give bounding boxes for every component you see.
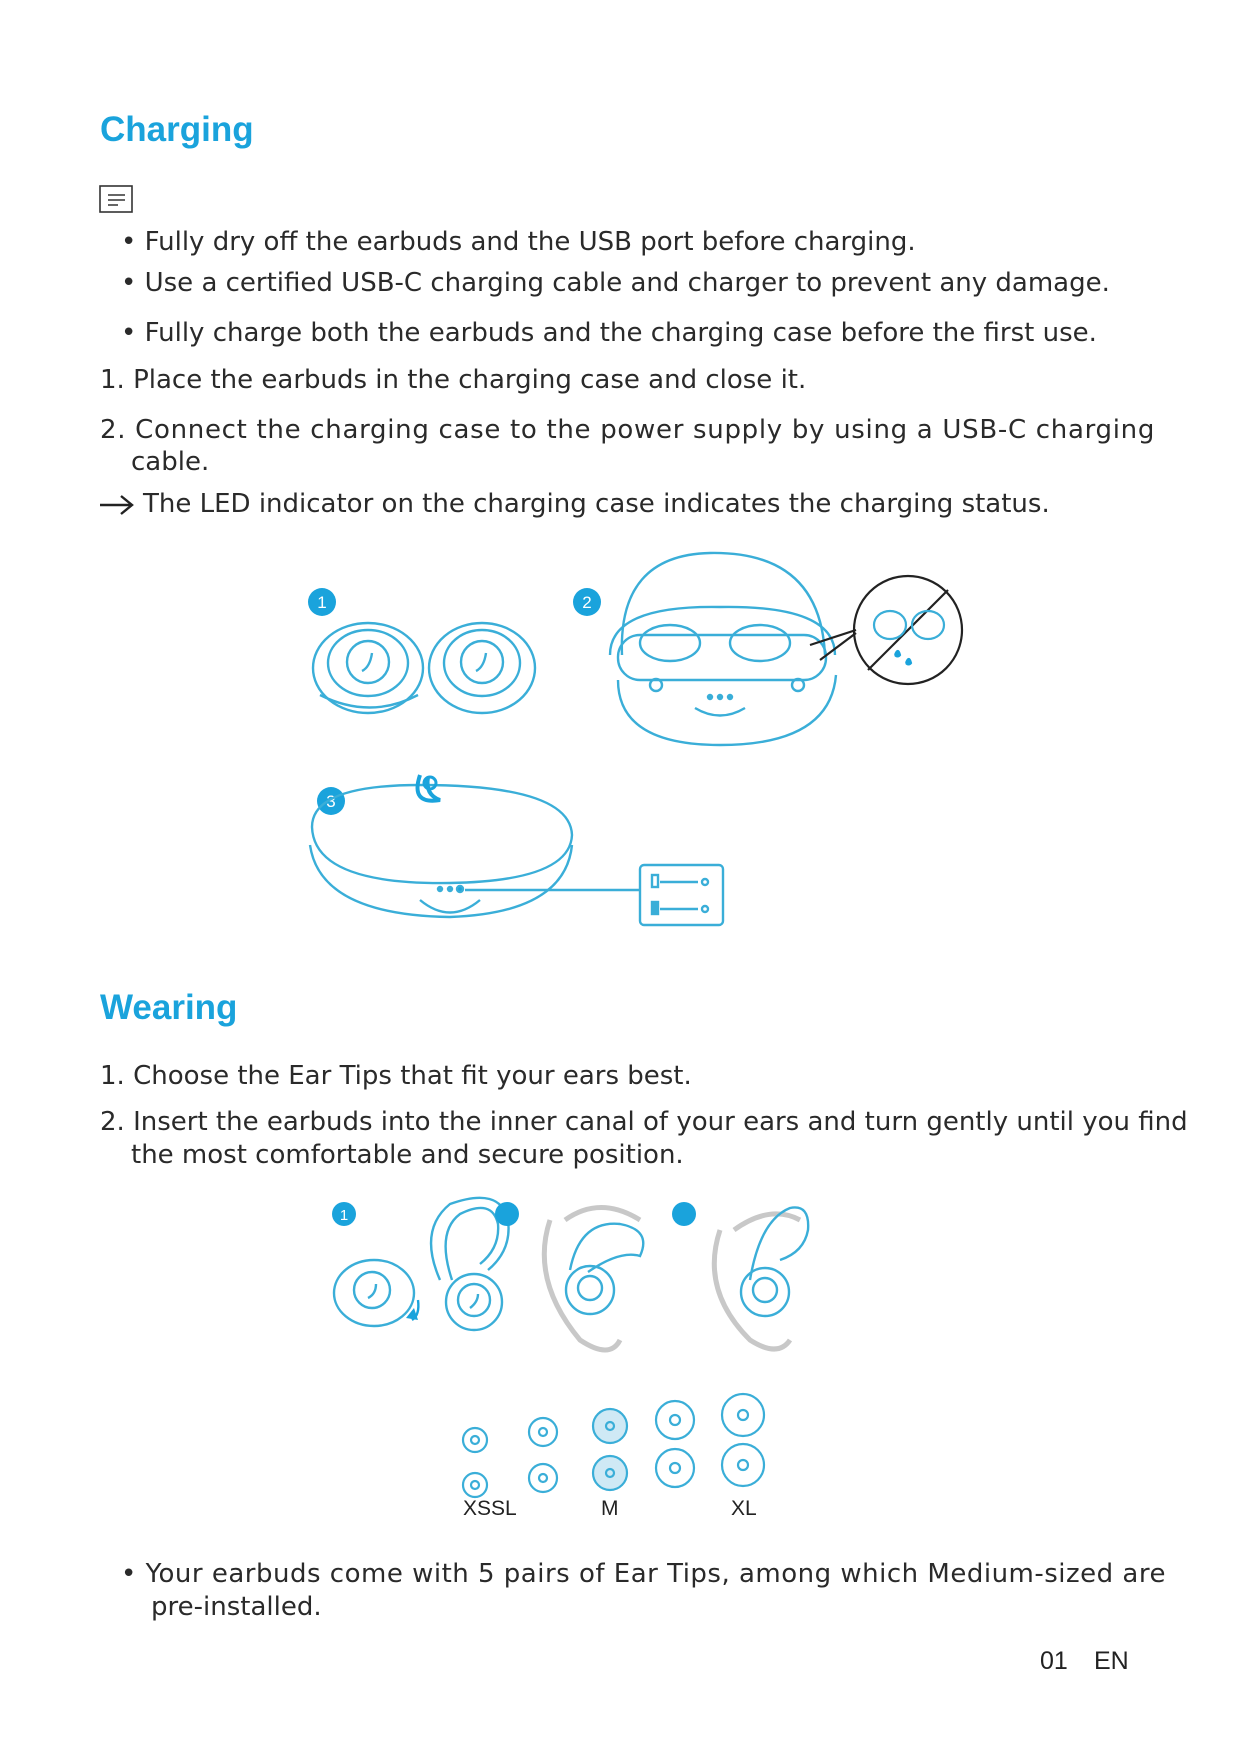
wearing-step-2: 2. Insert the earbuds into the inner canal of your ears and turn gently until you find <box>100 1107 1188 1137</box>
step-1-badge <box>332 1202 356 1226</box>
step-3-badge <box>317 787 345 815</box>
badge-number: 3 <box>326 792 336 811</box>
badge-number: 1 <box>339 1207 349 1224</box>
earbud-right-illustration <box>429 623 535 713</box>
charging-note-1: • Fully dry off the earbuds and the USB port before charging. <box>121 227 916 257</box>
charging-step-2-cont: cable. <box>131 447 210 477</box>
language-label: EN <box>1094 1647 1129 1675</box>
step-2-badge <box>495 1202 519 1226</box>
wearing-illustration <box>320 1190 920 1380</box>
badge-number: 2 <box>582 593 592 612</box>
wearing-step-2-cont: the most comfortable and secure position. <box>131 1140 684 1170</box>
ear-tip-label-xssl: XSSL <box>463 1497 517 1520</box>
earbud-in-ear-2 <box>741 1207 808 1316</box>
earbud-left-illustration <box>313 623 423 713</box>
ear-tip-label-m: M <box>601 1497 619 1520</box>
step-1-badge <box>308 588 336 616</box>
badge-number: 1 <box>317 593 327 612</box>
wearing-note: • Your earbuds come with 5 pairs of Ear Tips, among which Medium-sized are <box>121 1559 1166 1589</box>
charging-note-2: • Use a certified USB-C charging cable and charger to prevent any damage. <box>121 268 1110 298</box>
wearing-note-cont: pre-installed. <box>151 1592 322 1622</box>
open-case-illustration <box>610 553 836 745</box>
earbud-tip-illustration <box>334 1260 418 1326</box>
dry-warning-callout <box>810 576 962 684</box>
ear-tip-sizes <box>460 1390 780 1500</box>
result-arrow-icon <box>99 494 135 520</box>
step-3-badge <box>672 1202 696 1226</box>
page-number: 01 <box>1040 1647 1068 1675</box>
charging-result: The LED indicator on the charging case indicates the charging status. <box>143 489 1050 519</box>
note-icon <box>99 185 133 213</box>
ear-tip-label-xl: XL <box>731 1497 757 1520</box>
charging-heading: Charging <box>100 110 254 149</box>
earbud-in-ear-1 <box>566 1224 643 1314</box>
wearing-step-1: 1. Choose the Ear Tips that fit your ears best. <box>100 1061 692 1091</box>
closed-case-illustration <box>310 775 723 925</box>
charging-illustration <box>300 545 980 945</box>
charging-note-3: • Fully charge both the earbuds and the charging case before the first use. <box>121 318 1097 348</box>
wearing-heading: Wearing <box>100 988 238 1027</box>
step-2-badge <box>573 588 601 616</box>
charging-step-2: 2. Connect the charging case to the power supply by using a USB-C charging <box>100 415 1156 445</box>
charging-step-1: 1. Place the earbuds in the charging case and close it. <box>100 365 807 395</box>
